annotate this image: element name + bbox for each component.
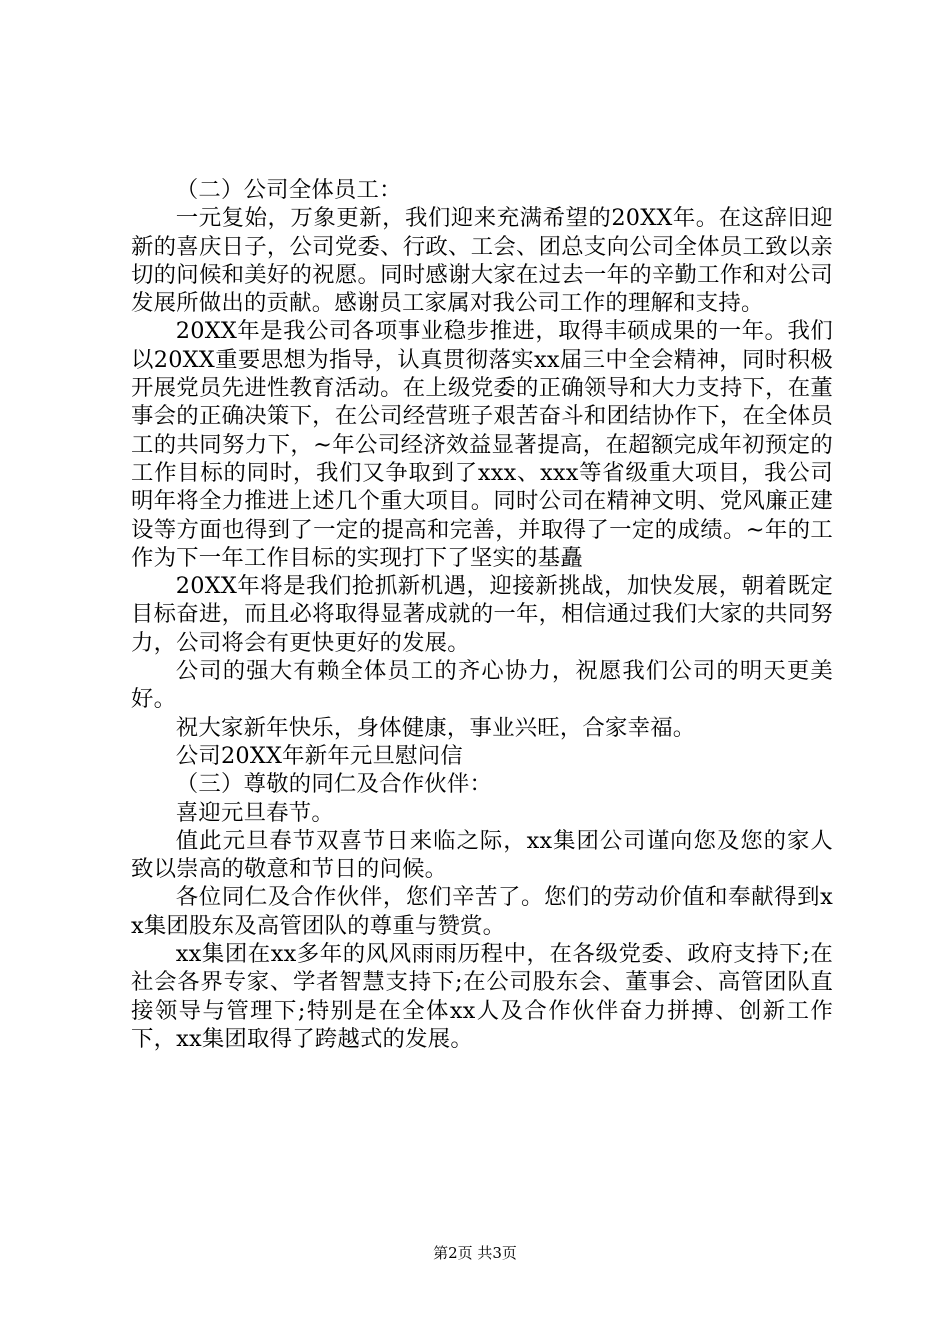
paragraph-holiday-respects: 值此元旦春节双喜节日来临之际，xx集团公司谨向您及您的家人致以崇高的敬意和节日的问候。 [131,827,833,883]
paragraph-wish-company: 公司的强大有赖全体员工的齐心协力，祝愿我们公司的明天更美好。 [131,658,833,713]
paragraph-new-year-greeting: 一元复始，万象更新，我们迎来充满希望的20XX年。在这辞旧迎新的喜庆日子，公司党委、行政、工会、团总支向公司全体员工致以亲切的问候和美好的祝愿。同时感谢大家在过去一年的辛勤工作和对公司发展所做出的贡献。感谢员工家属对我公司工作的理解和支持。 [131,205,833,317]
page-footer: 第2页 共3页 [433,1244,517,1262]
paragraph-thanks-partners: 各位同仁及合作伙伴，您们辛苦了。您们的劳动价值和奉献得到xx集团股东及高管团队的尊重与赞赏。 [131,884,833,939]
section-two-heading: （二）公司全体员工： [175,177,402,203]
paragraph-group-history: xx集团在xx多年的风风雨雨历程中，在各级党委、政府支持下;在社会各界专家、学者智慧支持下;在公司股东会、董事会、高管团队直接领导与管理下;特别是在全体xx人及合作伙伴奋力拼搏、创新工作下，xx集团取得了跨越式的发展。 [131,941,833,1052]
paragraph-wish-all: 祝大家新年快乐，身体健康，事业兴旺，合家幸福。 [175,714,696,741]
document-body [131,176,833,1053]
paragraph-outlook: 20XX年将是我们抢抓新机遇，迎接新挑战，加快发展，朝着既定目标奋进，而且必将取得显著成就的一年，相信通过我们大家的共同努力，公司将会有更快更好的发展。 [131,573,833,656]
section-three-heading: （三）尊敬的同仁及合作伙伴： [175,771,493,798]
paragraph-greeting-line: 喜迎元旦春节。 [175,799,334,826]
letter-signature: 公司20XX年新年元旦慰问信 [175,742,463,769]
paragraph-annual-review: 20XX年是我公司各项事业稳步推进，取得丰硕成果的一年。我们以20XX重要思想为指导，认真贯彻落实xx届三中全会精神，同时积极开展党员先进性教育活动。在上级党委的正确领导和大力支持下，在董事会的正确决策下，在公司经营班子艰苦奋斗和团结协作下，在全体员工的共同努力下，~年公司经济效益显著提高，在超额完成年初预定的工作目标的同时，我们又争取到了xxx、xxx等省级重大项目，我公司明年将全力推进上述几个重大项目。同时公司在精神文明、党风廉正建设等方面也得到了一定的提高和完善，并取得了一定的成绩。~年的工作为下一年工作目标的实现打下了坚实的基矗 [131,318,833,571]
